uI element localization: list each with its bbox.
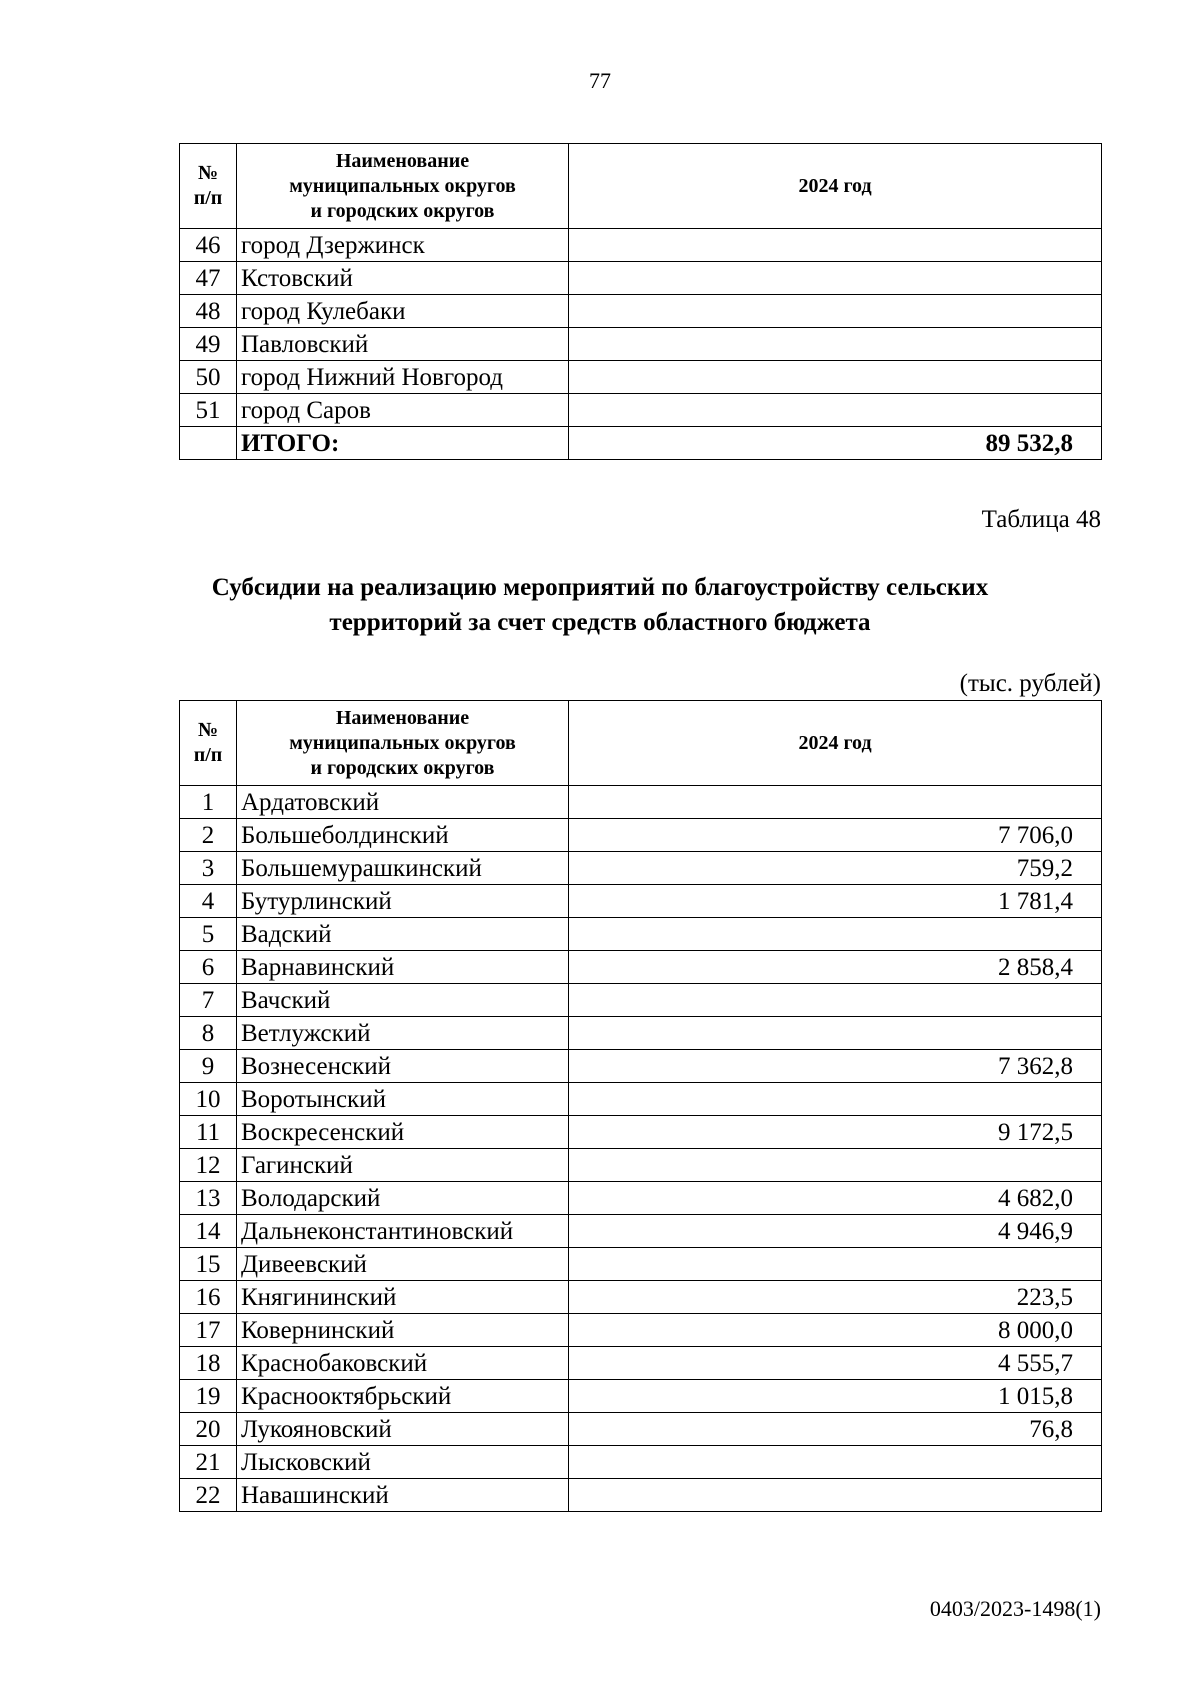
page-number: 77 [589, 68, 611, 93]
unit-note: (тыс. рублей) [959, 670, 1101, 697]
row-number: 48 [180, 295, 237, 328]
row-name: Дивеевский [237, 1248, 569, 1281]
row-number: 50 [180, 361, 237, 394]
column-header-number: № п/п [180, 701, 237, 786]
row-number: 20 [180, 1413, 237, 1446]
table-row [180, 1347, 1102, 1380]
total-row [180, 427, 1102, 460]
row-number: 46 [180, 229, 237, 262]
row-name: город Нижний Новгород [237, 361, 569, 394]
row-value: 1 781,4 [569, 885, 1102, 918]
row-number: 49 [180, 328, 237, 361]
table-row [180, 951, 1102, 984]
table-header-row [180, 701, 1102, 786]
table-row [180, 1446, 1102, 1479]
row-value [569, 984, 1102, 1017]
table-header-row [180, 144, 1102, 229]
table-row [180, 852, 1102, 885]
row-value [569, 295, 1102, 328]
subsidy-table-continued [179, 143, 1102, 460]
document-code: 0403/2023-1498(1) [929, 1596, 1101, 1621]
table-row [180, 1248, 1102, 1281]
row-name: Воротынский [237, 1083, 569, 1116]
table-row [180, 361, 1102, 394]
row-name: Навашинский [237, 1479, 569, 1512]
row-name: город Дзержинск [237, 229, 569, 262]
table-row [180, 1215, 1102, 1248]
row-value: 759,2 [569, 852, 1102, 885]
table-row [180, 1479, 1102, 1512]
table-row [180, 295, 1102, 328]
row-value [569, 394, 1102, 427]
row-name: Вознесенский [237, 1050, 569, 1083]
row-name: Лысковский [237, 1446, 569, 1479]
column-header-year: 2024 год [569, 144, 1102, 229]
table-row [180, 262, 1102, 295]
row-name: Володарский [237, 1182, 569, 1215]
table-title [0, 570, 1200, 640]
row-name: Ветлужский [237, 1017, 569, 1050]
row-number: 14 [180, 1215, 237, 1248]
table-row [180, 1413, 1102, 1446]
row-number: 6 [180, 951, 237, 984]
row-name: Большемурашкинский [237, 852, 569, 885]
row-number: 15 [180, 1248, 237, 1281]
row-value: 7 706,0 [569, 819, 1102, 852]
row-value: 4 682,0 [569, 1182, 1102, 1215]
table-title-line-2: территорий за счет средств областного бюджета [329, 609, 871, 636]
table-row [180, 885, 1102, 918]
row-name: Краснобаковский [237, 1347, 569, 1380]
row-value [569, 786, 1102, 819]
row-value: 223,5 [569, 1281, 1102, 1314]
row-name: Ковернинский [237, 1314, 569, 1347]
row-name: город Кулебаки [237, 295, 569, 328]
row-number: 12 [180, 1149, 237, 1182]
row-value [569, 229, 1102, 262]
row-number: 51 [180, 394, 237, 427]
table-row [180, 1380, 1102, 1413]
table-row [180, 1314, 1102, 1347]
row-number: 16 [180, 1281, 237, 1314]
table-row [180, 1116, 1102, 1149]
total-label: ИТОГО: [237, 427, 569, 460]
table-row [180, 1083, 1102, 1116]
column-header-year: 2024 год [569, 701, 1102, 786]
row-value: 76,8 [569, 1413, 1102, 1446]
row-value: 7 362,8 [569, 1050, 1102, 1083]
row-number: 2 [180, 819, 237, 852]
row-number: 9 [180, 1050, 237, 1083]
row-value: 9 172,5 [569, 1116, 1102, 1149]
table-title-line-1: Субсидии на реализацию мероприятий по благоустройству сельских [211, 574, 989, 601]
table-row [180, 394, 1102, 427]
row-name: Вачский [237, 984, 569, 1017]
row-value [569, 918, 1102, 951]
row-number: 8 [180, 1017, 237, 1050]
row-number: 5 [180, 918, 237, 951]
table-row [180, 918, 1102, 951]
row-value [569, 1083, 1102, 1116]
row-name: Краснооктябрьский [237, 1380, 569, 1413]
table-row [180, 1182, 1102, 1215]
row-number: 11 [180, 1116, 237, 1149]
row-name: Воскресенский [237, 1116, 569, 1149]
row-value [569, 262, 1102, 295]
row-number: 3 [180, 852, 237, 885]
row-number: 13 [180, 1182, 237, 1215]
row-number: 18 [180, 1347, 237, 1380]
row-number: 4 [180, 885, 237, 918]
row-value: 8 000,0 [569, 1314, 1102, 1347]
table-row [180, 328, 1102, 361]
row-name: Ардатовский [237, 786, 569, 819]
row-name: Лукояновский [237, 1413, 569, 1446]
row-name: Бутурлинский [237, 885, 569, 918]
row-value [569, 1149, 1102, 1182]
row-name: Гагинский [237, 1149, 569, 1182]
column-header-name: Наименование муниципальных округов и городских округов [237, 144, 569, 229]
row-value [569, 328, 1102, 361]
row-number: 10 [180, 1083, 237, 1116]
row-number: 1 [180, 786, 237, 819]
row-number: 19 [180, 1380, 237, 1413]
table-row [180, 1281, 1102, 1314]
row-name: Вадский [237, 918, 569, 951]
row-name: Кстовский [237, 262, 569, 295]
table-row [180, 984, 1102, 1017]
row-name: Большеболдинский [237, 819, 569, 852]
subsidy-table [179, 700, 1102, 1512]
row-number: 22 [180, 1479, 237, 1512]
row-name: Княгининский [237, 1281, 569, 1314]
row-value [569, 361, 1102, 394]
column-header-name: Наименование муниципальных округов и городских округов [237, 701, 569, 786]
table-row [180, 1149, 1102, 1182]
row-value: 4 946,9 [569, 1215, 1102, 1248]
total-number-cell [180, 427, 237, 460]
total-value: 89 532,8 [569, 427, 1102, 460]
row-value [569, 1017, 1102, 1050]
row-value: 4 555,7 [569, 1347, 1102, 1380]
table-row [180, 1017, 1102, 1050]
table-row [180, 819, 1102, 852]
row-value [569, 1446, 1102, 1479]
row-name: Дальнеконстантиновский [237, 1215, 569, 1248]
row-number: 17 [180, 1314, 237, 1347]
row-number: 21 [180, 1446, 237, 1479]
table-row [180, 229, 1102, 262]
row-value [569, 1248, 1102, 1281]
column-header-number: № п/п [180, 144, 237, 229]
table-row [180, 786, 1102, 819]
row-value: 1 015,8 [569, 1380, 1102, 1413]
row-number: 7 [180, 984, 237, 1017]
row-value [569, 1479, 1102, 1512]
row-value: 2 858,4 [569, 951, 1102, 984]
row-name: Павловский [237, 328, 569, 361]
row-name: город Саров [237, 394, 569, 427]
row-name: Варнавинский [237, 951, 569, 984]
table-row [180, 1050, 1102, 1083]
row-number: 47 [180, 262, 237, 295]
table-caption: Таблица 48 [981, 506, 1101, 533]
